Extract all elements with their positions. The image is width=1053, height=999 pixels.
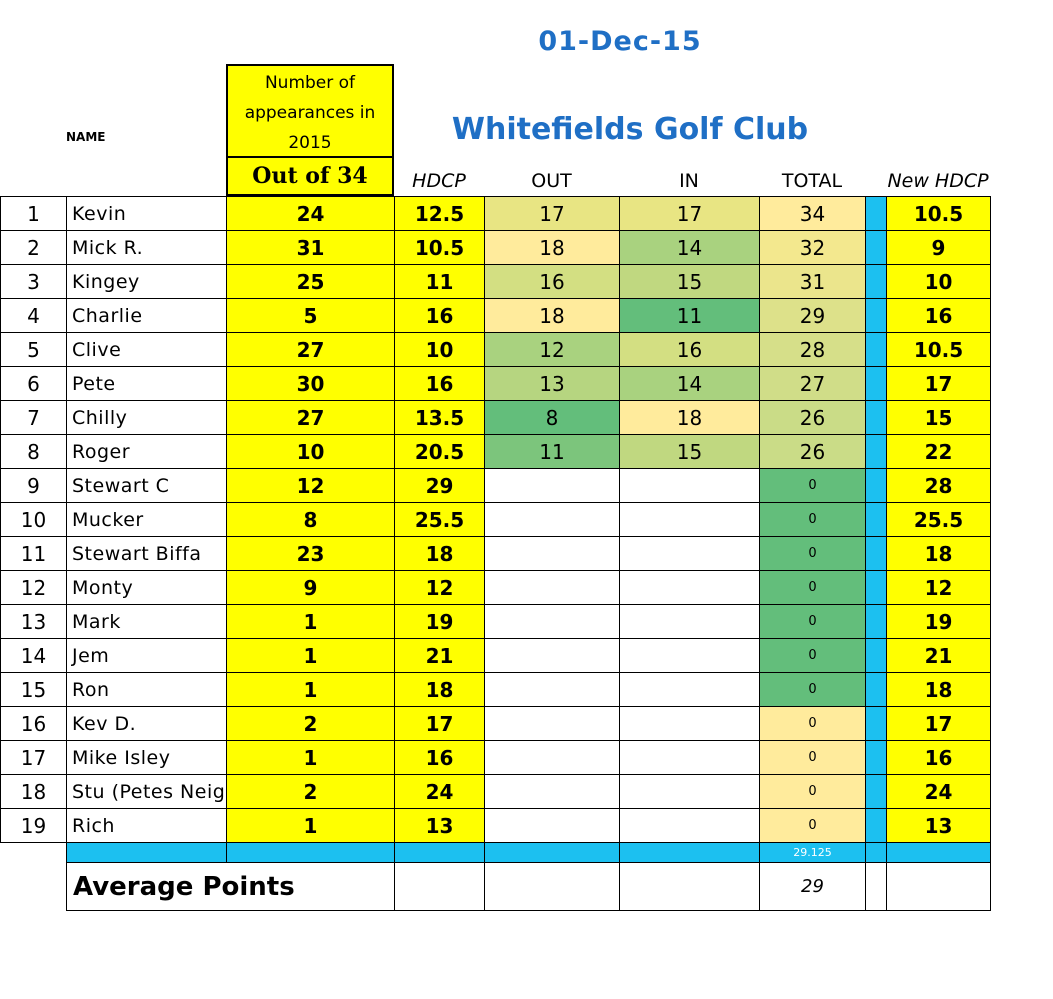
new-hdcp-cell: 25.5 (887, 503, 991, 537)
blue-separator-cell (866, 537, 887, 571)
player-name-cell: Kingey (67, 265, 227, 299)
blue-separator-cell (866, 707, 887, 741)
new-hdcp-cell: 10.5 (887, 197, 991, 231)
out-score-cell: 18 (485, 299, 620, 333)
out-score-cell (485, 605, 620, 639)
table-row (1, 197, 991, 231)
player-name-cell: Mike Isley (67, 741, 227, 775)
table-row (1, 367, 991, 401)
in-score-cell: 18 (620, 401, 760, 435)
total-score-cell: 0 (760, 605, 866, 639)
table-row (1, 231, 991, 265)
appearances-header-text (228, 66, 392, 158)
in-score-cell (620, 639, 760, 673)
appearances-label-line1: Number of (264, 73, 356, 93)
hdcp-cell: 29 (395, 469, 485, 503)
rank-cell: 15 (1, 673, 67, 707)
table-row (1, 333, 991, 367)
average-row (1, 863, 991, 911)
appearances-cell: 10 (227, 435, 395, 469)
in-score-cell (620, 503, 760, 537)
table-row (1, 469, 991, 503)
rank-cell: 2 (1, 231, 67, 265)
appearances-cell: 1 (227, 605, 395, 639)
rank-cell: 9 (1, 469, 67, 503)
table-row (1, 741, 991, 775)
hdcp-cell: 10.5 (395, 231, 485, 265)
blue-separator-cell (866, 435, 887, 469)
appearances-out-of: Out of 34 (252, 163, 368, 189)
date-heading: 01-Dec-15 (538, 26, 702, 57)
rank-cell: 11 (1, 537, 67, 571)
out-score-cell (485, 741, 620, 775)
player-name-cell: Charlie (67, 299, 227, 333)
name-column-header: NAME (66, 130, 106, 144)
appearances-cell: 27 (227, 401, 395, 435)
hdcp-cell: 16 (395, 741, 485, 775)
new-hdcp-cell: 17 (887, 707, 991, 741)
table-row (1, 299, 991, 333)
new-hdcp-cell: 18 (887, 673, 991, 707)
table-row (1, 265, 991, 299)
blue-separator-cell (866, 231, 887, 265)
total-score-cell: 26 (760, 401, 866, 435)
appearances-cell: 1 (227, 639, 395, 673)
in-score-cell: 14 (620, 231, 760, 265)
rank-cell: 7 (1, 401, 67, 435)
total-score-cell: 0 (760, 809, 866, 843)
table-row (1, 639, 991, 673)
total-score-cell: 0 (760, 741, 866, 775)
new-hdcp-cell: 19 (887, 605, 991, 639)
total-score-cell: 28 (760, 333, 866, 367)
total-score-cell: 26 (760, 435, 866, 469)
club-title: Whitefields Golf Club (451, 112, 809, 147)
in-score-cell (620, 775, 760, 809)
blue-separator-cell (866, 809, 887, 843)
hdcp-cell: 10 (395, 333, 485, 367)
hdcp-cell: 18 (395, 537, 485, 571)
player-name-cell: Roger (67, 435, 227, 469)
table-row (1, 707, 991, 741)
new-hdcp-cell: 18 (887, 537, 991, 571)
table-row (1, 809, 991, 843)
new-hdcp-cell: 13 (887, 809, 991, 843)
new-hdcp-cell: 16 (887, 299, 991, 333)
rank-cell: 13 (1, 605, 67, 639)
new-hdcp-cell: 22 (887, 435, 991, 469)
hdcp-cell: 25.5 (395, 503, 485, 537)
hdcp-cell: 19 (395, 605, 485, 639)
appearances-cell: 30 (227, 367, 395, 401)
appearances-cell: 1 (227, 809, 395, 843)
total-column-header: TOTAL (781, 170, 843, 192)
player-name-cell: Kevin (67, 197, 227, 231)
appearances-label-line3: 2015 (288, 133, 332, 153)
in-score-cell (620, 469, 760, 503)
hdcp-cell: 12 (395, 571, 485, 605)
new-hdcp-cell: 24 (887, 775, 991, 809)
appearances-cell: 9 (227, 571, 395, 605)
player-name-cell: Kev D. (67, 707, 227, 741)
blue-separator-cell (866, 741, 887, 775)
out-score-cell: 8 (485, 401, 620, 435)
appearances-cell: 25 (227, 265, 395, 299)
out-score-cell: 11 (485, 435, 620, 469)
out-score-cell (485, 707, 620, 741)
rank-cell: 1 (1, 197, 67, 231)
in-score-cell: 16 (620, 333, 760, 367)
blue-separator-cell (866, 469, 887, 503)
total-score-cell: 29 (760, 299, 866, 333)
table-row (1, 435, 991, 469)
total-score-cell: 0 (760, 639, 866, 673)
out-score-cell (485, 571, 620, 605)
total-score-cell: 0 (760, 537, 866, 571)
summary-bar-row (1, 843, 991, 863)
hdcp-cell: 12.5 (395, 197, 485, 231)
hdcp-column-header: HDCP (412, 170, 466, 192)
out-score-cell (485, 639, 620, 673)
blue-separator-cell (866, 571, 887, 605)
appearances-cell: 2 (227, 707, 395, 741)
rank-cell: 3 (1, 265, 67, 299)
table-row (1, 775, 991, 809)
in-score-cell: 11 (620, 299, 760, 333)
appearances-cell: 12 (227, 469, 395, 503)
hdcp-cell: 13.5 (395, 401, 485, 435)
hdcp-cell: 11 (395, 265, 485, 299)
table-row (1, 605, 991, 639)
rank-cell: 10 (1, 503, 67, 537)
rank-cell: 6 (1, 367, 67, 401)
new-hdcp-cell: 10.5 (887, 333, 991, 367)
hdcp-cell: 16 (395, 299, 485, 333)
player-name-cell: Mark (67, 605, 227, 639)
hdcp-cell: 24 (395, 775, 485, 809)
table-row (1, 571, 991, 605)
in-column-header: IN (679, 170, 699, 192)
in-score-cell (620, 571, 760, 605)
out-score-cell (485, 537, 620, 571)
blue-separator-cell (866, 367, 887, 401)
blue-separator-cell (866, 299, 887, 333)
player-name-cell: Monty (67, 571, 227, 605)
appearances-cell: 1 (227, 673, 395, 707)
total-score-cell: 0 (760, 673, 866, 707)
scores-table-body (1, 197, 991, 843)
out-score-cell: 18 (485, 231, 620, 265)
table-row (1, 673, 991, 707)
total-score-cell: 34 (760, 197, 866, 231)
in-score-cell: 17 (620, 197, 760, 231)
new-hdcp-cell: 9 (887, 231, 991, 265)
player-name-cell: Jem (67, 639, 227, 673)
appearances-cell: 1 (227, 741, 395, 775)
appearances-cell: 2 (227, 775, 395, 809)
in-score-cell (620, 707, 760, 741)
out-score-cell: 17 (485, 197, 620, 231)
total-score-cell: 0 (760, 469, 866, 503)
new-hdcp-cell: 28 (887, 469, 991, 503)
appearances-cell: 31 (227, 231, 395, 265)
hdcp-cell: 20.5 (395, 435, 485, 469)
appearances-cell: 5 (227, 299, 395, 333)
rank-cell: 4 (1, 299, 67, 333)
player-name-cell: Pete (67, 367, 227, 401)
player-name-cell: Mick R. (67, 231, 227, 265)
in-score-cell (620, 605, 760, 639)
in-score-cell: 15 (620, 435, 760, 469)
appearances-cell: 23 (227, 537, 395, 571)
rank-cell: 5 (1, 333, 67, 367)
player-name-cell: Stewart C (67, 469, 227, 503)
player-name-cell: Rich (67, 809, 227, 843)
in-score-cell: 14 (620, 367, 760, 401)
total-score-cell: 32 (760, 231, 866, 265)
appearances-header (226, 64, 394, 196)
table-row (1, 401, 991, 435)
rank-cell: 19 (1, 809, 67, 843)
blue-separator-cell (866, 401, 887, 435)
player-name-cell: Stewart Biffa (67, 537, 227, 571)
new-hdcp-cell: 15 (887, 401, 991, 435)
hdcp-cell: 18 (395, 673, 485, 707)
total-score-cell: 0 (760, 707, 866, 741)
out-score-cell (485, 469, 620, 503)
rank-cell: 8 (1, 435, 67, 469)
hdcp-cell: 13 (395, 809, 485, 843)
out-score-cell (485, 809, 620, 843)
player-name-cell: Chilly (67, 401, 227, 435)
out-score-cell (485, 673, 620, 707)
out-score-cell: 13 (485, 367, 620, 401)
rank-cell: 12 (1, 571, 67, 605)
player-name-cell: Clive (67, 333, 227, 367)
new-hdcp-cell: 17 (887, 367, 991, 401)
new-hdcp-cell: 16 (887, 741, 991, 775)
appearances-label-line2: appearances in (244, 103, 376, 123)
total-score-cell: 27 (760, 367, 866, 401)
rank-cell: 14 (1, 639, 67, 673)
rank-cell: 17 (1, 741, 67, 775)
blue-separator-cell (866, 605, 887, 639)
total-score-cell: 0 (760, 571, 866, 605)
table-row (1, 537, 991, 571)
rank-cell: 16 (1, 707, 67, 741)
appearances-cell: 24 (227, 197, 395, 231)
blue-separator-cell (866, 639, 887, 673)
new-hdcp-cell: 21 (887, 639, 991, 673)
in-score-cell (620, 673, 760, 707)
out-score-cell (485, 503, 620, 537)
table-row (1, 503, 991, 537)
hdcp-cell: 21 (395, 639, 485, 673)
blue-separator-cell (866, 197, 887, 231)
in-score-cell (620, 537, 760, 571)
blue-separator-cell (866, 333, 887, 367)
out-score-cell (485, 775, 620, 809)
rank-cell: 18 (1, 775, 67, 809)
hdcp-cell: 17 (395, 707, 485, 741)
appearances-cell: 27 (227, 333, 395, 367)
total-score-cell: 0 (760, 775, 866, 809)
out-score-cell: 12 (485, 333, 620, 367)
average-points-value: 29 (760, 863, 866, 911)
new-hdcp-column-header: New HDCP (887, 170, 989, 192)
in-score-cell (620, 809, 760, 843)
out-column-header: OUT (531, 170, 572, 192)
in-score-cell: 15 (620, 265, 760, 299)
blue-separator-cell (866, 775, 887, 809)
blue-separator-cell (866, 503, 887, 537)
appearances-cell: 8 (227, 503, 395, 537)
player-name-cell: Mucker (67, 503, 227, 537)
total-exact-average: 29.125 (760, 843, 866, 863)
hdcp-cell: 16 (395, 367, 485, 401)
blue-separator-cell (866, 265, 887, 299)
player-name-cell: Stu (Petes Neig (67, 775, 227, 809)
total-score-cell: 31 (760, 265, 866, 299)
average-points-label: Average Points (67, 863, 395, 911)
blue-separator-cell (866, 673, 887, 707)
in-score-cell (620, 741, 760, 775)
player-name-cell: Ron (67, 673, 227, 707)
new-hdcp-cell: 10 (887, 265, 991, 299)
total-score-cell: 0 (760, 503, 866, 537)
scores-table (0, 196, 991, 911)
new-hdcp-cell: 12 (887, 571, 991, 605)
out-score-cell: 16 (485, 265, 620, 299)
